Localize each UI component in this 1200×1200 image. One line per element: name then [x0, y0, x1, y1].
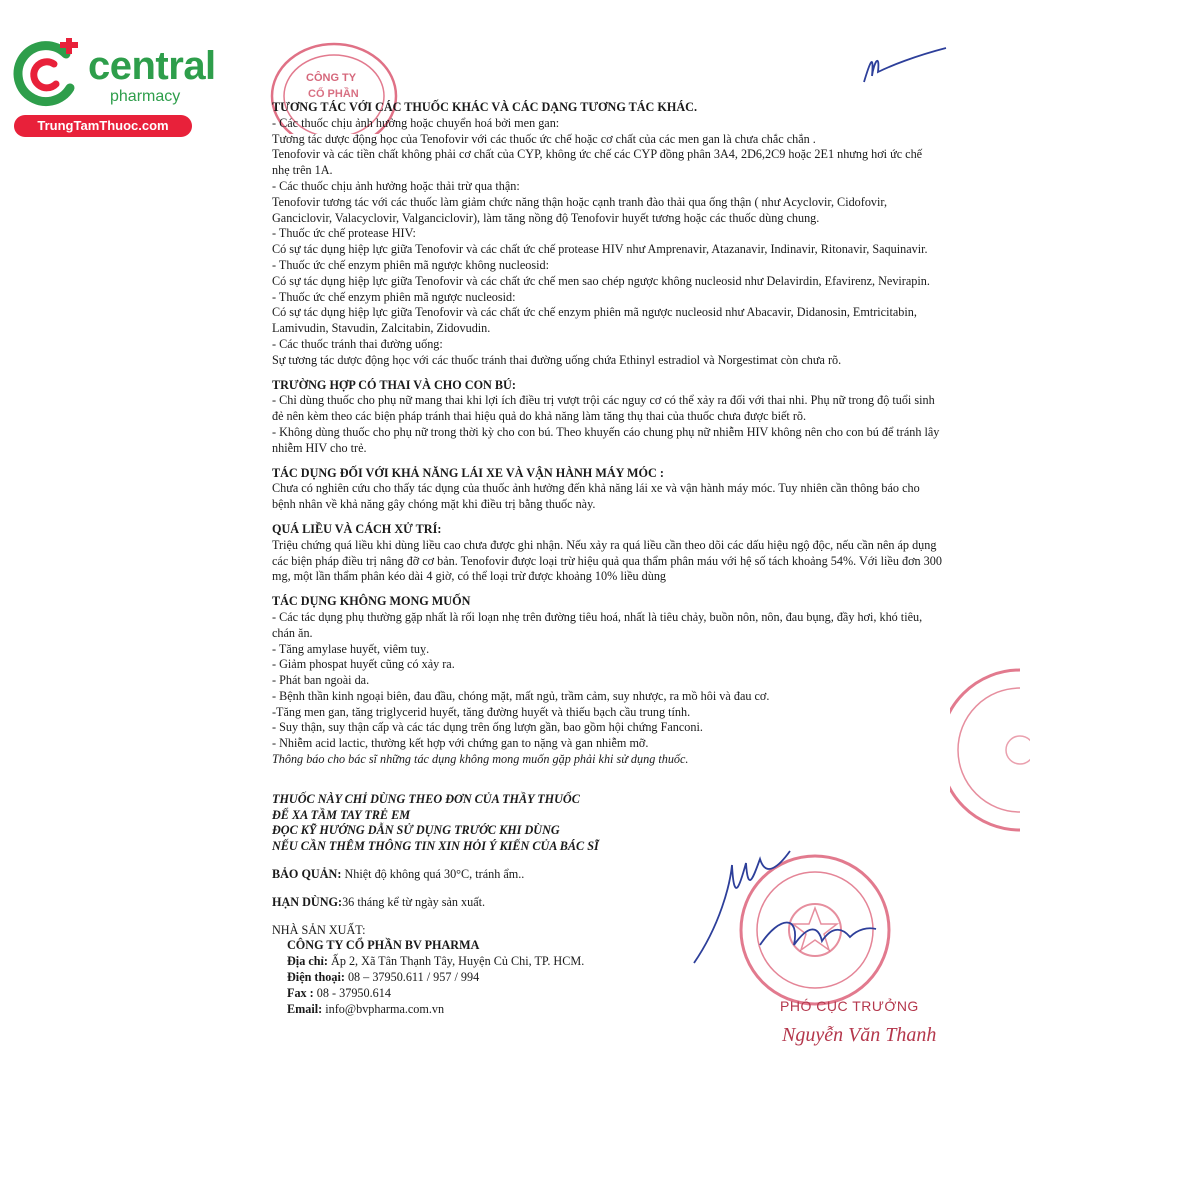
doc-line: - Tăng amylase huyết, viêm tuỵ.	[272, 641, 430, 656]
section-title-driving: TÁC DỤNG ĐỐI VỚI KHẢ NĂNG LÁI XE VÀ VẬN HÀNH MÁY MÓC :	[272, 465, 664, 480]
doc-line: - Các thuốc chịu ảnh hưởng hoặc chuyển hoá bởi men gan:	[272, 115, 560, 130]
initials-mark-icon	[860, 42, 950, 92]
seal-text-line1: CÔNG TY	[306, 72, 357, 84]
doc-line: Tương tác dược động học của Tenofovir với các thuốc ức chế hoặc cơ chất của các men gan là chưa chắc chắn .	[272, 131, 816, 146]
deputy-director-name: Nguyễn Văn Thanh	[782, 1024, 937, 1046]
doc-line: Tenofovir và các tiền chất không phải cơ chất của CYP, không ức chế các CYP đồng phân 3A4, 2D6,2C9 hoặc 2E1 nhưng hơi ức chế nhẹ trên 1A.	[272, 147, 923, 178]
doc-line: - Thuốc ức chế enzym phiên mã ngược nucleosid:	[272, 289, 516, 304]
deputy-director-title: PHÓ CỤC TRƯỞNG	[780, 998, 919, 1014]
section-title-interactions: TƯƠNG TÁC VỚI CÁC THUỐC KHÁC VÀ CÁC DẠNG TƯƠNG TÁC KHÁC.	[272, 100, 698, 114]
storage-text: Nhiệt độ không quá 30°C, tránh ẩm..	[341, 867, 525, 882]
doc-line: - Giảm phospat huyết cũng có xảy ra.	[272, 657, 455, 672]
warning-line: NẾU CẦN THÊM THÔNG TIN XIN HỎI Ý KIẾN CỦA BÁC SĨ	[272, 839, 599, 854]
section-title-adverse: TÁC DỤNG KHÔNG MONG MUỐN	[272, 594, 471, 609]
section-title-overdose: QUÁ LIỀU VÀ CÁCH XỬ TRÍ:	[272, 521, 442, 536]
warning-line: ĐỌC KỸ HƯỚNG DẪN SỬ DỤNG TRƯỚC KHI DÙNG	[272, 823, 560, 838]
doc-line: - Suy thận, suy thận cấp và các tác dụng trên ống lượn gần, bao gồm hội chứng Fanconi.	[272, 720, 703, 735]
doc-line: - Thuốc ức chế enzym phiên mã ngược không nucleosid:	[272, 257, 549, 272]
central-pharmacy-logo-icon	[10, 38, 82, 110]
doc-line: - Phát ban ngoài da.	[272, 673, 370, 688]
doc-line: -Tăng men gan, tăng triglycerid huyết, tăng đường huyết và thiếu bạch cầu trung tính.	[272, 704, 691, 719]
warning-line: THUỐC NÀY CHỈ DÙNG THEO ĐƠN CỦA THẦY THUỐC	[272, 791, 580, 806]
adverse-note: Thông báo cho bác sĩ những tác dụng không mong muốn gặp phải khi sử dụng thuốc.	[272, 752, 689, 767]
manufacturer-label: NHÀ SẢN XUẤT:	[272, 922, 366, 937]
doc-line: - Chỉ dùng thuốc cho phụ nữ mang thai khi lợi ích điều trị vượt trội các nguy cơ có thể xảy ra đối với thai nhi. Phụ nữ trong độ tuổi sinh đẻ nên kèm theo các biện pháp tránh thai hiệu quả do khả năng làm tăng thụ thai của thuốc chưa được biết rõ.	[272, 393, 935, 424]
section-title-pregnancy: TRƯỜNG HỢP CÓ THAI VÀ CHO CON BÚ:	[272, 377, 516, 392]
doc-line: - Các tác dụng phụ thường gặp nhất là rối loạn nhẹ trên đường tiêu hoá, nhất là tiêu chảy, buồn nôn, nôn, đau bụng, đầy hơi, khó tiêu, chán ăn.	[272, 609, 923, 640]
email-label: Email:	[287, 1001, 323, 1016]
storage-label: BẢO QUẢN:	[272, 867, 342, 882]
expiry-text: 36 tháng kể từ ngày sản xuất.	[342, 894, 486, 909]
doc-line: Có sự tác dụng hiệp lực giữa Tenofovir và các chất ức chế men sao chép ngược không nucleosid như Delavirdin, Efavirenz, Nevirapin.	[272, 273, 930, 288]
doc-line: Chưa có nghiên cứu cho thấy tác dụng của thuốc ảnh hưởng đến khả năng lái xe và vận hành máy móc. Tuy nhiên cần thông báo cho bệnh nhân về khả năng gây chóng mặt khi điều trị bằng thuốc này.	[272, 481, 920, 512]
doc-line: - Các thuốc chịu ảnh hưởng hoặc thải trừ qua thận:	[272, 178, 520, 193]
phone-label: Điện thoại:	[287, 970, 345, 985]
expiry-label: HẠN DÙNG:	[272, 894, 343, 909]
seal-text-line2: CỔ PHẦN	[308, 88, 359, 100]
doc-line: Tenofovir tương tác với các thuốc làm giảm chức năng thận hoặc cạnh tranh đào thải qua ống thận ( như Acyclovir, Cidofovir, Ganciclovir, Valacyclovir, Valganciclovir), làm tăng nồng độ Tenofovir huyết tương hoặc các thuốc dùng chung.	[272, 194, 888, 225]
doc-line: Sự tương tác dược động học với các thuốc tránh thai đường uống chứa Ethinyl estradiol và Norgestimat còn chưa rõ.	[272, 352, 842, 367]
email-text: info@bvpharma.com.vn	[322, 1001, 445, 1016]
manufacturer-company: CÔNG TY CỔ PHẦN BV PHARMA	[287, 938, 480, 953]
doc-line: Có sự tác dụng hiệp lực giữa Tenofovir và các chất ức chế enzym phiên mã ngược nucleosid như Abacavir, Didanosin, Emtricitabin, Lamivudin, Stavudin, Zalcitabin, Zidovudin.	[272, 305, 917, 336]
fax-label: Fax :	[287, 985, 314, 1000]
phone-text: 08 – 37950.611 / 957 / 994	[344, 970, 480, 985]
brand-url[interactable]: TrungTamThuoc.com	[14, 115, 192, 137]
fax-text: 08 - 37950.614	[313, 985, 391, 1000]
doc-line: - Thuốc ức chế protease HIV:	[272, 226, 416, 241]
brand-name: central	[88, 44, 216, 88]
doc-line: - Không dùng thuốc cho phụ nữ trong thời kỳ cho con bú. Theo khuyến cáo chung phụ nữ nhiễm HIV không nên cho con bú để tránh lây nhiễm HIV cho trẻ.	[272, 424, 940, 455]
address-text: Ấp 2, Xã Tân Thạnh Tây, Huyện Củ Chi, TP. HCM.	[327, 954, 585, 969]
warning-line: ĐỂ XA TẦM TAY TRẺ EM	[272, 807, 411, 822]
brand-subtitle: pharmacy	[110, 88, 181, 105]
doc-line: Triệu chứng quá liều khi dùng liều cao chưa được ghi nhận. Nếu xảy ra quá liều cần theo dõi các dấu hiệu ngộ độc, nếu cần nên áp dụng các biện pháp điều trị nâng đỡ cơ bản. Tenofovir được loại trừ hiệu quả qua thẩm phân máu với hệ số tách khoảng 54%. Với liều đơn 300 mg, một lần thẩm phân kéo dài 4 giờ, có thể loại trừ được khoảng 10% liều dùng	[272, 537, 942, 584]
doc-line: - Bệnh thần kinh ngoại biên, đau đầu, chóng mặt, mất ngủ, trầm cảm, suy nhược, ra mồ hôi và đau cơ.	[272, 688, 770, 703]
address-label: Địa chỉ:	[287, 954, 328, 969]
doc-line: - Nhiễm acid lactic, thường kết hợp với chứng gan to nặng và gan nhiễm mỡ.	[272, 736, 649, 751]
doc-line: Có sự tác dụng hiệp lực giữa Tenofovir và các chất ức chế protease HIV như Amprenavir, Atazanavir, Indinavir, Ritonavir, Saquinavir.	[272, 242, 928, 257]
signature-icon	[690, 845, 880, 975]
doc-line: - Các thuốc tránh thai đường uống:	[272, 336, 443, 351]
side-seal-icon	[950, 660, 1030, 840]
